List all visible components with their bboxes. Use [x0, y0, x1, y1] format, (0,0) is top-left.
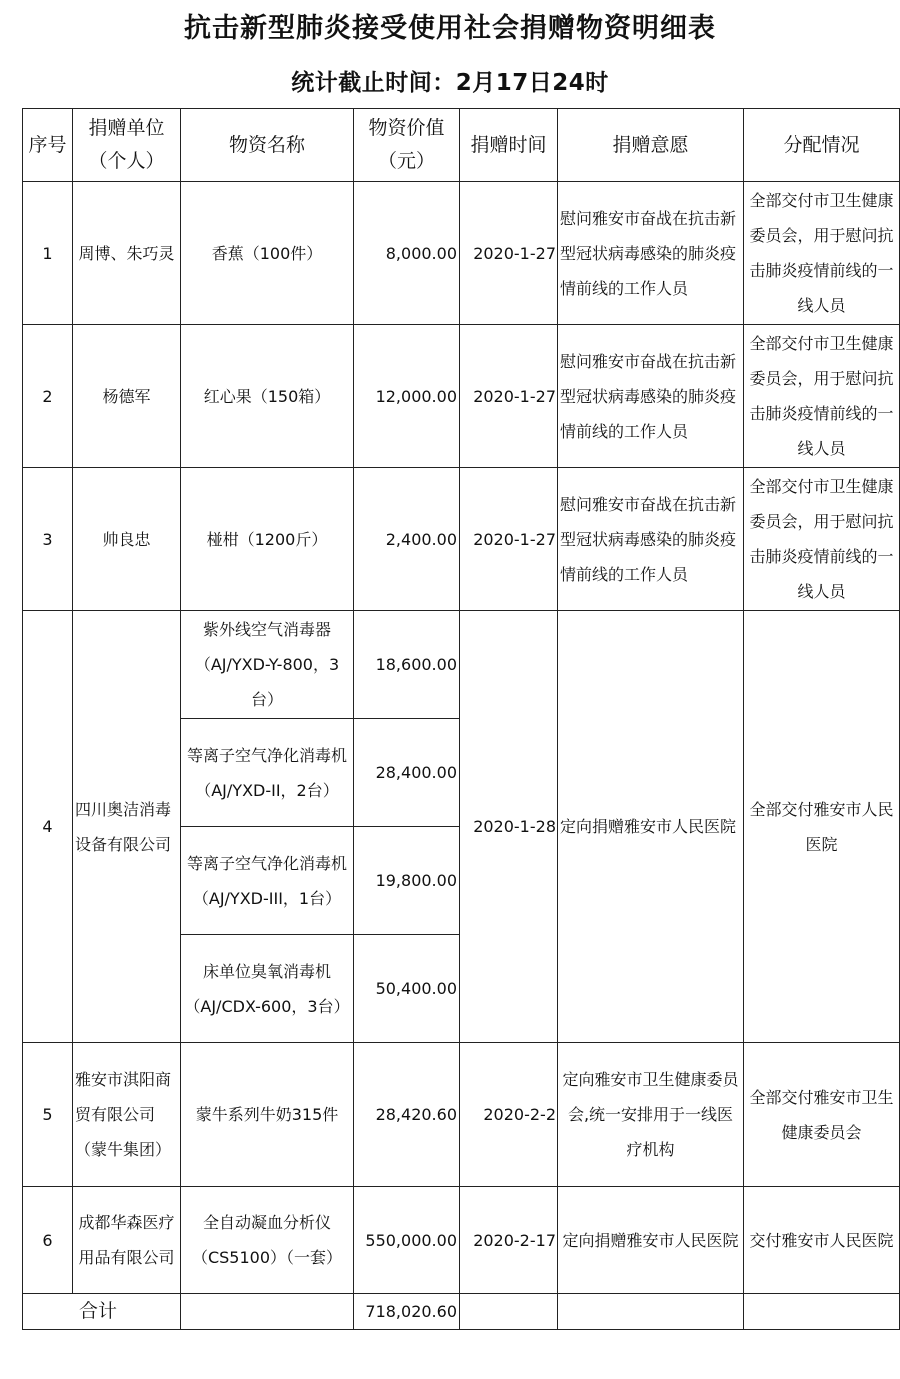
cell-value: 18,600.00 — [354, 611, 460, 719]
cell-item: 紫外线空气消毒器（AJ/YXD-Y-800，3台） — [181, 611, 354, 719]
donation-table — [22, 108, 900, 1330]
cell-donor: 帅良忠 — [73, 468, 181, 611]
cell-seq: 1 — [23, 182, 73, 325]
cell-allocation: 全部交付市卫生健康委员会，用于慰问抗击肺炎疫情前线的一线人员 — [744, 325, 900, 468]
cell-date: 2020-2-17 — [460, 1187, 558, 1294]
cell-allocation: 全部交付雅安市人民医院 — [744, 611, 900, 1043]
header-row — [23, 109, 900, 182]
total-empty-cell — [181, 1294, 354, 1330]
cell-intent: 慰问雅安市奋战在抗击新型冠状病毒感染的肺炎疫情前线的工作人员 — [558, 325, 744, 468]
cell-donor: 雅安市淇阳商贸有限公司（蒙牛集团） — [73, 1043, 181, 1187]
header-value-line2: （元） — [377, 150, 435, 172]
cell-value: 2,400.00 — [354, 468, 460, 611]
cell-seq: 2 — [23, 325, 73, 468]
cell-seq: 4 — [23, 611, 73, 1043]
cell-item: 椪柑（1200斤） — [181, 468, 354, 611]
document-title: 抗击新型肺炎接受使用社会捐赠物资明细表 — [184, 13, 716, 44]
cell-donor: 四川奥洁消毒设备有限公司 — [73, 611, 181, 1043]
total-label: 合计 — [23, 1294, 181, 1330]
cell-seq: 6 — [23, 1187, 73, 1294]
cell-date: 2020-2-2 — [460, 1043, 558, 1187]
cell-seq: 3 — [23, 468, 73, 611]
cell-item: 全自动凝血分析仪（CS5100）（一套） — [181, 1187, 354, 1294]
header-donor-line2: （个人） — [88, 150, 165, 172]
cell-value: 19,800.00 — [354, 827, 460, 935]
header-value — [354, 109, 460, 182]
document-subtitle: 统计截止时间：2月17日24时 — [291, 70, 609, 96]
total-empty-cell — [558, 1294, 744, 1330]
cell-value: 28,400.00 — [354, 719, 460, 827]
cell-intent: 定向捐赠雅安市人民医院 — [558, 1187, 744, 1294]
cell-item: 床单位臭氧消毒机（AJ/CDX-600，3台） — [181, 935, 354, 1043]
total-empty-cell — [460, 1294, 558, 1330]
cell-value: 50,400.00 — [354, 935, 460, 1043]
cell-value: 8,000.00 — [354, 182, 460, 325]
header-value-line1: 物资价值 — [368, 117, 445, 139]
cell-item: 红心果（150箱） — [181, 325, 354, 468]
cell-intent: 慰问雅安市奋战在抗击新型冠状病毒感染的肺炎疫情前线的工作人员 — [558, 182, 744, 325]
cell-allocation: 全部交付市卫生健康委员会，用于慰问抗击肺炎疫情前线的一线人员 — [744, 182, 900, 325]
cell-intent: 慰问雅安市奋战在抗击新型冠状病毒感染的肺炎疫情前线的工作人员 — [558, 468, 744, 611]
total-empty-cell — [744, 1294, 900, 1330]
cell-item: 等离子空气净化消毒机（AJ/YXD-II，2台） — [181, 719, 354, 827]
total-row — [23, 1294, 900, 1330]
cell-donor: 成都华森医疗用品有限公司 — [73, 1187, 181, 1294]
table-row — [23, 1043, 900, 1187]
cell-date: 2020-1-27 — [460, 182, 558, 325]
cell-donor: 周博、朱巧灵 — [73, 182, 181, 325]
cell-allocation: 交付雅安市人民医院 — [744, 1187, 900, 1294]
cell-seq: 5 — [23, 1043, 73, 1187]
cell-item: 等离子空气净化消毒机（AJ/YXD-III，1台） — [181, 827, 354, 935]
table-row — [23, 468, 900, 611]
header-item: 物资名称 — [181, 109, 354, 182]
cell-date: 2020-1-28 — [460, 611, 558, 1043]
cell-donor: 杨德军 — [73, 325, 181, 468]
header-donor-line1: 捐赠单位 — [88, 117, 165, 139]
cell-date: 2020-1-27 — [460, 468, 558, 611]
header-allocation: 分配情况 — [744, 109, 900, 182]
table-row — [23, 1187, 900, 1294]
total-value: 718,020.60 — [354, 1294, 460, 1330]
cell-intent: 定向雅安市卫生健康委员会,统一安排用于一线医疗机构 — [558, 1043, 744, 1187]
cell-item: 香蕉（100件） — [181, 182, 354, 325]
cell-item: 蒙牛系列牛奶315件 — [181, 1043, 354, 1187]
header-intent: 捐赠意愿 — [558, 109, 744, 182]
table-row — [23, 611, 900, 719]
cell-intent: 定向捐赠雅安市人民医院 — [558, 611, 744, 1043]
table-row — [23, 182, 900, 325]
cell-value: 550,000.00 — [354, 1187, 460, 1294]
cell-value: 12,000.00 — [354, 325, 460, 468]
header-donor — [73, 109, 181, 182]
header-date: 捐赠时间 — [460, 109, 558, 182]
cell-date: 2020-1-27 — [460, 325, 558, 468]
cell-allocation: 全部交付雅安市卫生健康委员会 — [744, 1043, 900, 1187]
cell-allocation: 全部交付市卫生健康委员会，用于慰问抗击肺炎疫情前线的一线人员 — [744, 468, 900, 611]
header-seq: 序号 — [23, 109, 73, 182]
cell-value: 28,420.60 — [354, 1043, 460, 1187]
table-row — [23, 325, 900, 468]
